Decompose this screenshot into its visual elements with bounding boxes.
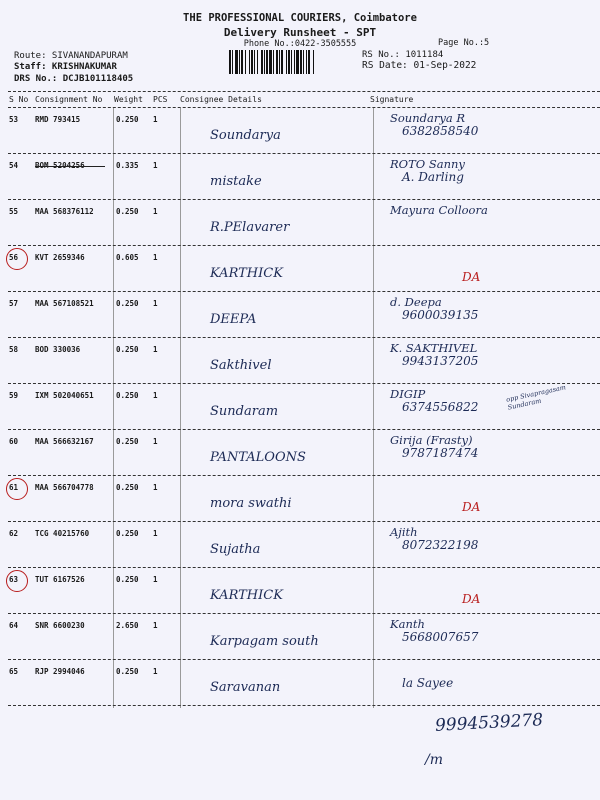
consignee-name: R.PElavarer: [210, 220, 290, 235]
consignee-name: KARTHICK: [210, 588, 283, 603]
da-mark: DA: [462, 592, 481, 606]
table-row: [0, 246, 600, 292]
table-row: [0, 614, 600, 660]
handwritten-phone: 9994539278: [434, 710, 544, 736]
weight: 0.250: [116, 207, 139, 216]
signature: Soundarya R: [390, 111, 465, 125]
circle-mark: [6, 248, 28, 270]
runsheet-title: Delivery Runsheet - SPT: [223, 26, 377, 39]
serial-number: 59: [9, 391, 19, 400]
consignment-number: IXM 502040651: [35, 391, 94, 400]
table-row: [0, 476, 600, 522]
column-weight: Weight: [114, 95, 143, 104]
signature: K. SAKTHIVEL: [390, 341, 478, 355]
consignee-name: Sundaram: [210, 404, 279, 419]
pieces: 1: [153, 483, 158, 492]
row-divider: [8, 705, 600, 706]
consignment-number: RJP 2994046: [35, 667, 85, 676]
rs-date: RS Date: 01-Sep-2022: [362, 60, 477, 71]
serial-number: 57: [9, 299, 19, 308]
consignment-number: MAA 568376112: [35, 207, 94, 216]
handwritten-initials: /m: [425, 752, 443, 768]
table-row: [0, 430, 600, 476]
signature-note: 8072322198: [402, 538, 479, 552]
consignee-name: KARTHICK: [210, 266, 283, 281]
serial-number: 54: [9, 161, 19, 170]
column-pcs: PCS: [153, 95, 168, 104]
pieces: 1: [153, 667, 158, 676]
weight: 0.605: [116, 253, 139, 262]
pieces: 1: [153, 345, 158, 354]
signature-note: 9943137205: [402, 354, 479, 368]
serial-number: 64: [9, 621, 19, 630]
consignee-name: Sakthivel: [210, 358, 272, 373]
da-mark: DA: [462, 270, 481, 284]
weight: 0.250: [116, 529, 139, 538]
da-mark: DA: [462, 500, 481, 514]
weight: 0.250: [116, 299, 139, 308]
pieces: 1: [153, 115, 158, 124]
serial-number: 60: [9, 437, 19, 446]
circle-mark: [6, 478, 28, 500]
table-row: [0, 200, 600, 246]
signature-note: 6374556822: [402, 400, 479, 414]
circle-mark: [6, 570, 28, 592]
weight: 0.250: [116, 115, 139, 124]
serial-number: 58: [9, 345, 19, 354]
table-row: [0, 338, 600, 384]
pieces: 1: [153, 437, 158, 446]
consignee-name: Saravanan: [210, 680, 281, 695]
table-row: [0, 292, 600, 338]
consignment-number: MAA 566632167: [35, 437, 94, 446]
signature-note: 9600039135: [402, 308, 479, 322]
signature: Girija (Frasty): [390, 433, 473, 447]
signature: Mayura Colloora: [390, 203, 488, 217]
column-consignee: Consignee Details: [180, 95, 262, 104]
consignment-number: MAA 567108521: [35, 299, 94, 308]
page-number: Page No.:5: [438, 38, 490, 48]
table-row: [0, 660, 600, 706]
weight: 0.250: [116, 483, 139, 492]
consignment-number: BOD 330036: [35, 345, 81, 354]
weight: 0.250: [116, 391, 139, 400]
rs-number: RS No.: 1011184: [362, 50, 444, 60]
header-top-rule: [8, 91, 600, 92]
table-row: [0, 108, 600, 154]
signature-note: 6382858540: [402, 124, 479, 138]
consignee-name: mora swathi: [210, 496, 292, 511]
weight: 0.250: [116, 437, 139, 446]
table-row: [0, 384, 600, 430]
pieces: 1: [153, 161, 158, 170]
serial-number: 55: [9, 207, 19, 216]
signature: Ajith: [390, 525, 418, 539]
weight: 2.650: [116, 621, 139, 630]
signature-annotation: opp Sivapragasam Sundaram: [505, 383, 567, 412]
column-signature: Signature: [370, 95, 414, 104]
table-row: [0, 568, 600, 614]
pieces: 1: [153, 575, 158, 584]
pieces: 1: [153, 207, 158, 216]
consignment-number: RMD 793415: [35, 115, 81, 124]
signature: ROTO Sanny: [390, 157, 465, 171]
signature: d. Deepa: [390, 295, 442, 309]
consignment-number: TUT 6167526: [35, 575, 85, 584]
consignment-number: SNR 6600230: [35, 621, 85, 630]
column-sno: S No: [9, 95, 29, 104]
consignment-number: BOM 5204256: [35, 161, 85, 170]
consignee-name: mistake: [210, 174, 262, 189]
consignment-number: MAA 566704778: [35, 483, 94, 492]
drs-number: DRS No.: DCJB101118405: [14, 74, 134, 84]
consignee-name: PANTALOONS: [210, 450, 306, 465]
serial-number: 61: [9, 483, 19, 492]
pieces: 1: [153, 621, 158, 630]
signature-note: la Sayee: [402, 676, 454, 690]
serial-number: 56: [9, 253, 19, 262]
weight: 0.250: [116, 667, 139, 676]
pieces: 1: [153, 391, 158, 400]
pieces: 1: [153, 253, 158, 262]
pieces: 1: [153, 299, 158, 308]
signature-note: 9787187474: [402, 446, 479, 460]
consignee-name: Karpagam south: [210, 634, 319, 649]
pieces: 1: [153, 529, 158, 538]
signature-note: 5668007657: [402, 630, 479, 644]
staff: Staff: KRISHNAKUMAR: [14, 62, 117, 72]
weight: 0.335: [116, 161, 139, 170]
consignee-name: Soundarya: [210, 128, 281, 143]
consignee-name: DEEPA: [210, 312, 257, 327]
serial-number: 65: [9, 667, 19, 676]
table-row: [0, 522, 600, 568]
strikethrough-mark: [35, 166, 105, 167]
signature: DIGIP: [390, 387, 426, 401]
column-consignment: Consignment No: [35, 95, 103, 104]
consignee-name: Sujatha: [210, 542, 261, 557]
serial-number: 63: [9, 575, 19, 584]
signature-note: A. Darling: [402, 170, 464, 184]
consignment-number: TCG 40215760: [35, 529, 90, 538]
serial-number: 62: [9, 529, 19, 538]
phone-number: Phone No.:0422-3505555: [243, 39, 357, 49]
barcode: [229, 50, 355, 74]
weight: 0.250: [116, 345, 139, 354]
company-name: THE PROFESSIONAL COURIERS, Coimbatore: [183, 12, 417, 24]
table-row: [0, 154, 600, 200]
weight: 0.250: [116, 575, 139, 584]
route: Route: SIVANANDAPURAM: [14, 51, 128, 61]
signature: Kanth: [390, 617, 425, 631]
consignment-number: KVT 2659346: [35, 253, 85, 262]
serial-number: 53: [9, 115, 19, 124]
